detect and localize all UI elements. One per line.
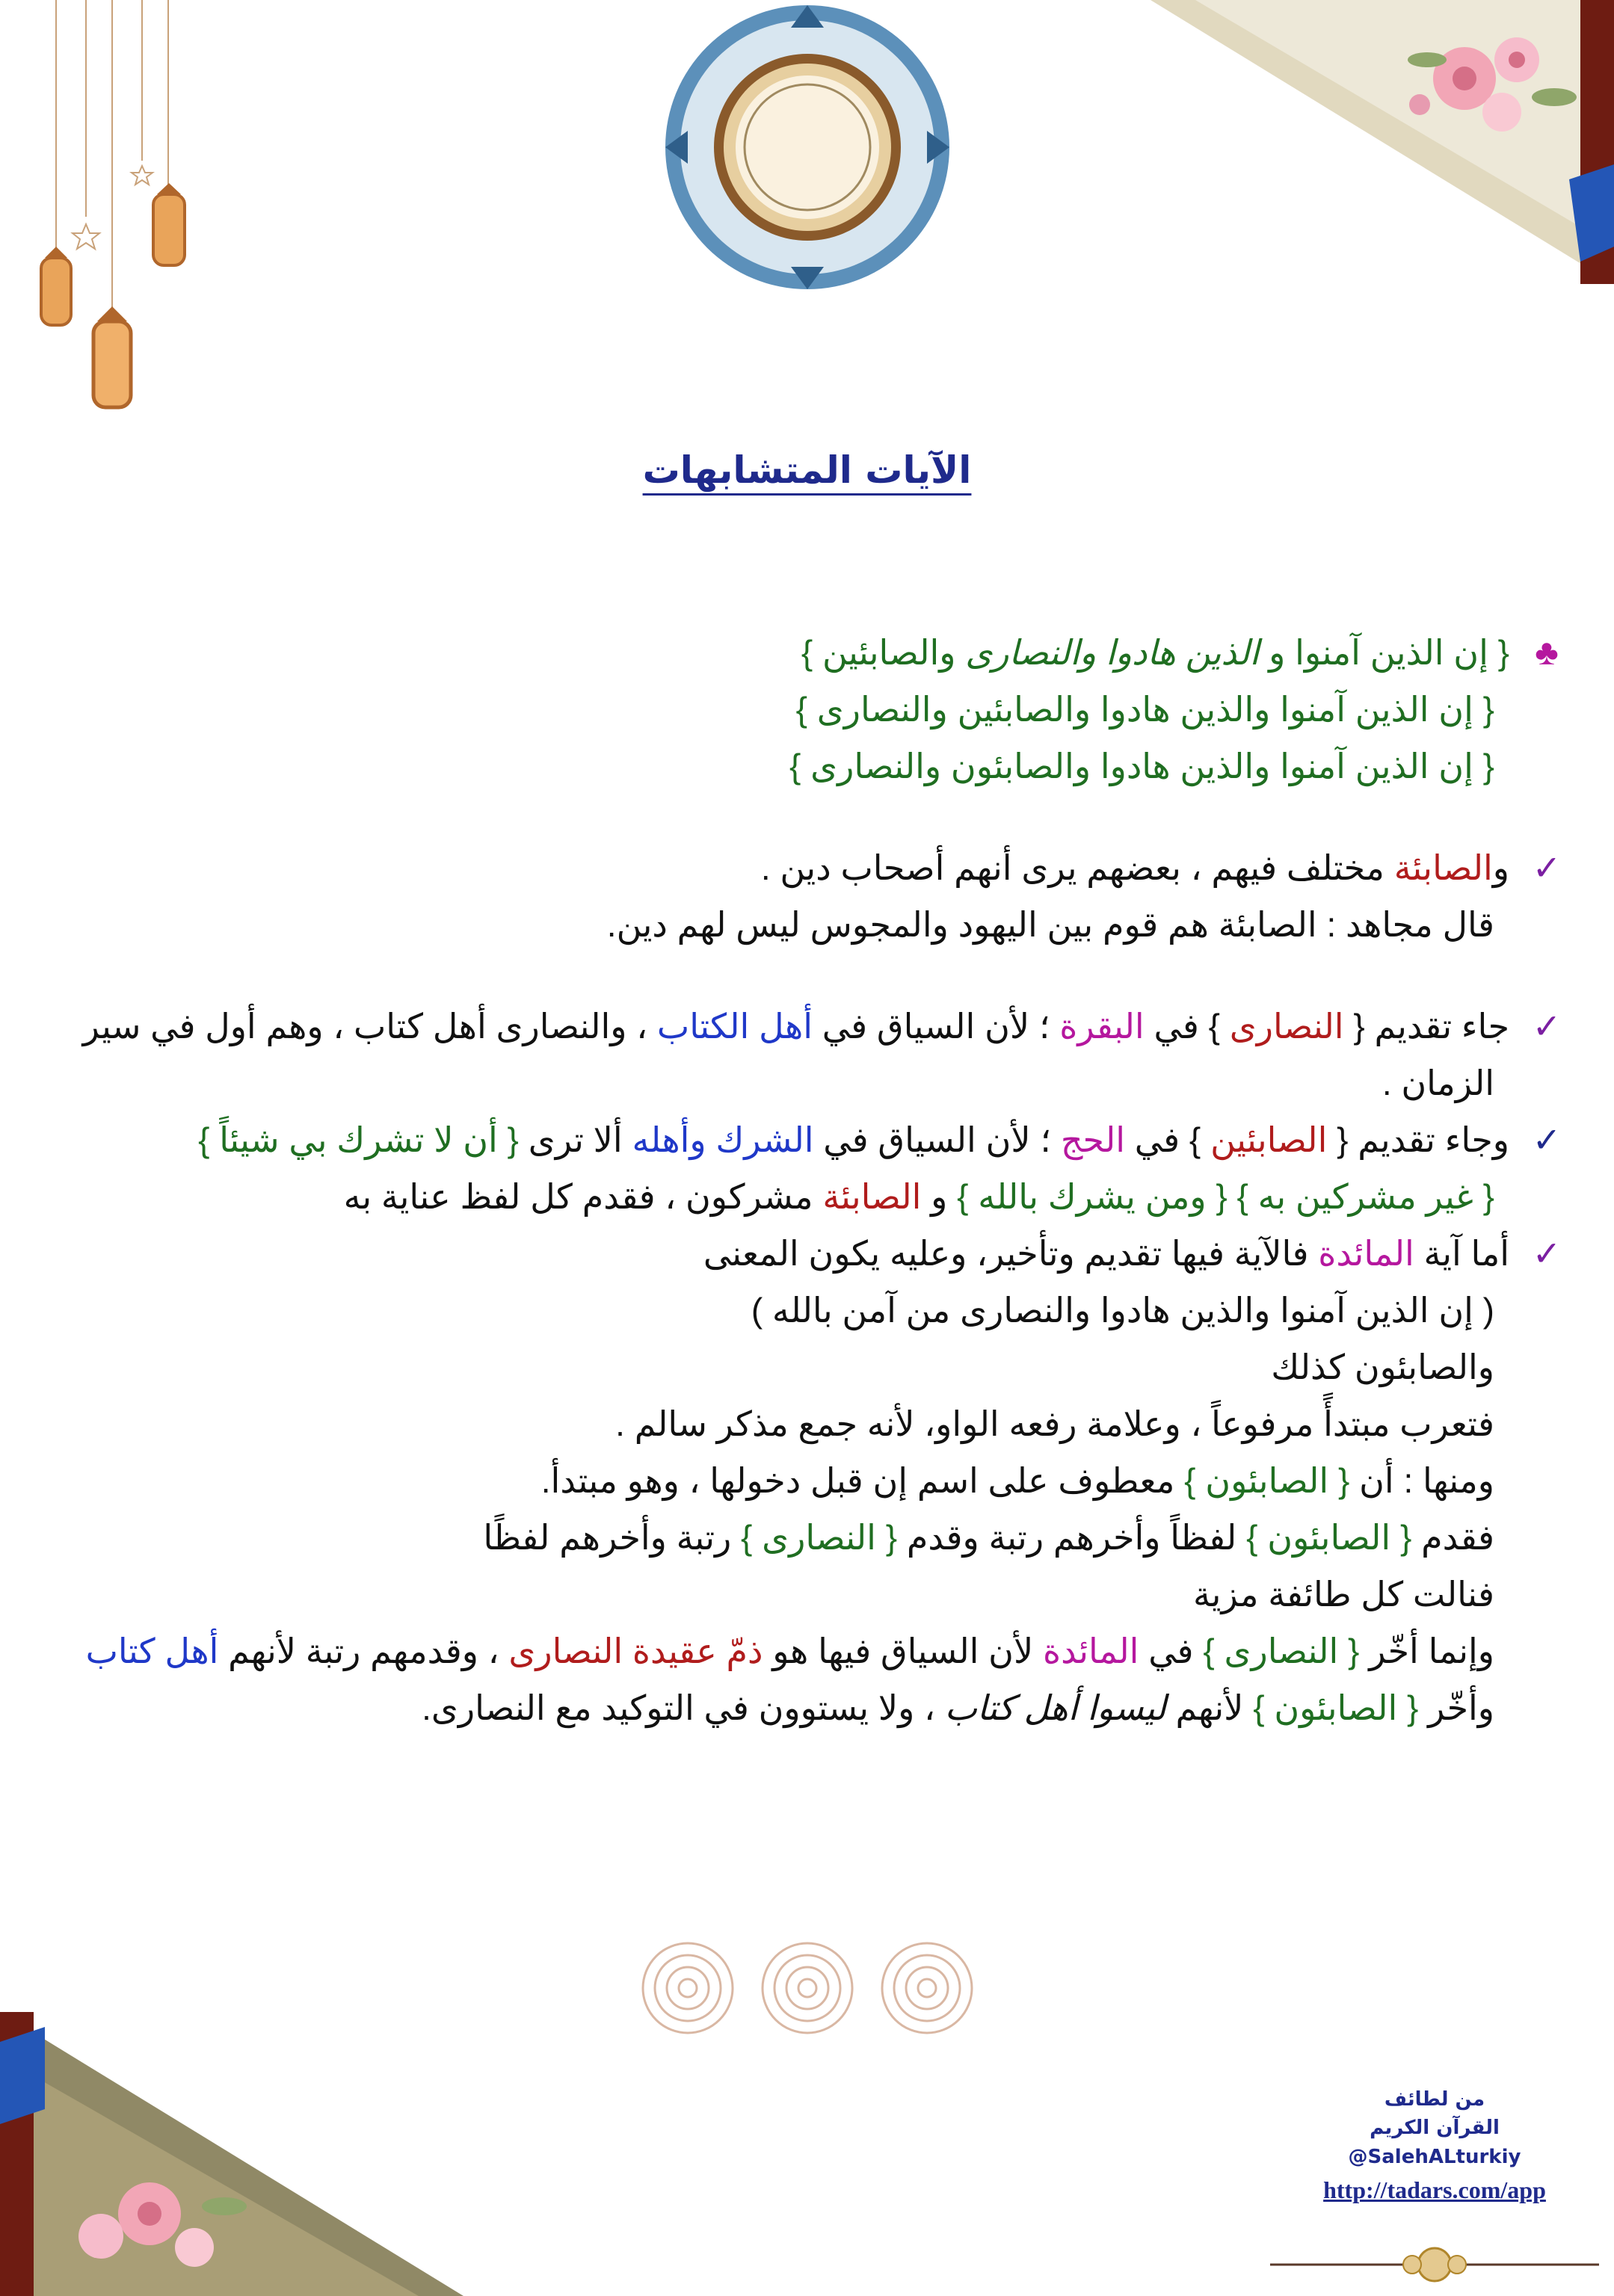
top-right-corner-decoration bbox=[1151, 0, 1614, 284]
term-shirk: الشرك وأهله bbox=[632, 1120, 814, 1159]
page-title: الآيات المتشابهات bbox=[642, 448, 972, 492]
verse-line-2 bbox=[29, 681, 1569, 738]
note-4-line-5: ومنها : أن { الصابئون } معطوف على اسم إن قبل دخولها ، وهو مبتدأ. bbox=[540, 1461, 1494, 1500]
verse-1-italic: الذين هادوا والنصارى bbox=[965, 633, 1260, 672]
note-3-line-1: ✓وجاء تقديم { الصابئين } في الحج ؛ لأن السياق في الشرك وأهله ألا ترى { أن لا تشرك بي شيئاً } bbox=[29, 1111, 1569, 1168]
quote-1: { أن لا تشرك بي شيئاً } bbox=[198, 1120, 519, 1159]
rosette-icon bbox=[763, 1943, 852, 2033]
verse-1-post: والصابئين } bbox=[801, 633, 966, 672]
term-baqara: البقرة bbox=[1059, 1007, 1145, 1046]
note-4-line-8: وإنما أخّر { النصارى } في المائدة لأن السياق فيها هو ذمّ عقيدة النصارى ، وقدمهم رتبة لأنهم أهل كتاب bbox=[85, 1632, 1494, 1670]
note-1-line-1: ✓والصابئة مختلف فيهم ، بعضهم يرى أنهم أصحاب دين . bbox=[29, 839, 1569, 896]
quote-3: { ومن يشرك بالله } bbox=[957, 1177, 1228, 1216]
note-4-line-3: والصابئون كذلك bbox=[1271, 1348, 1494, 1386]
footer-ornament-icon bbox=[1270, 2242, 1599, 2287]
checkmark-icon: ✓ bbox=[1532, 848, 1562, 887]
quote-2: { غير مشركين به } bbox=[1236, 1177, 1494, 1216]
verse-1-pre: { إن الذين آمنوا و bbox=[1259, 633, 1509, 672]
rosette-icon bbox=[882, 1943, 972, 2033]
term-maida: المائدة bbox=[1318, 1234, 1414, 1273]
note-2-line-1: ✓جاء تقديم { النصارى } في البقرة ؛ لأن السياق في أهل الكتاب ، والنصارى أهل كتاب ، وهم أول في سير bbox=[29, 998, 1569, 1055]
club-bullet-icon: ♣ bbox=[1535, 633, 1559, 673]
term-hajj: الحج bbox=[1060, 1120, 1126, 1159]
verse-line-1 bbox=[29, 624, 1569, 681]
credit-line-1: من لطائف bbox=[1384, 2088, 1485, 2111]
note-4-line-9: وأخّر { الصابئون } لأنهم ليسوا أهل كتاب ، ولا يستوون في التوكيد مع النصارى. bbox=[422, 1688, 1494, 1727]
checkmark-icon: ✓ bbox=[1532, 1120, 1562, 1159]
term-sabia: الصابئة bbox=[1393, 848, 1493, 887]
term-nasara: النصارى bbox=[1229, 1007, 1344, 1046]
verse-3: { إن الذين آمنوا والذين هادوا والصابئون والنصارى } bbox=[789, 747, 1494, 786]
footer-credit bbox=[1278, 2085, 1592, 2208]
credit-url-link[interactable]: http://tadars.com/app bbox=[1323, 2176, 1546, 2203]
checkmark-icon: ✓ bbox=[1532, 1234, 1562, 1273]
note-2-line-2: الزمان . bbox=[1382, 1064, 1494, 1102]
note-4-line-6: فقدم { الصابئون } لفظاً وأخرهم رتبة وقدم { النصارى } رتبة وأخرهم لفظًا bbox=[483, 1518, 1494, 1557]
term-ahl-kitab: أهل الكتاب bbox=[656, 1007, 813, 1046]
lanterns-decoration bbox=[15, 0, 209, 448]
verse-line-3 bbox=[29, 738, 1569, 794]
note-4-line-4: فتعرب مبتدأً مرفوعاً ، وعلامة رفعه الواو، لأنه جمع مذكر سالم . bbox=[615, 1404, 1494, 1443]
page-title-wrapper bbox=[0, 448, 1614, 492]
note-4-line-2: ( إن الذين آمنوا والذين هادوا والنصارى من آمن بالله ) bbox=[751, 1291, 1494, 1330]
rosettes-decoration bbox=[635, 1936, 979, 2040]
credit-line-2: القرآن الكريم bbox=[1370, 2117, 1500, 2139]
verse-2: { إن الذين آمنوا والذين هادوا والصابئين والنصارى } bbox=[795, 690, 1494, 729]
checkmark-icon: ✓ bbox=[1532, 1007, 1562, 1046]
rosette-icon bbox=[643, 1943, 733, 2033]
term-sabia-2: الصابئة bbox=[822, 1177, 922, 1216]
quran-medallion-logo bbox=[650, 0, 964, 295]
credit-handle: @SalehALturkiy bbox=[1348, 2146, 1521, 2168]
term-sabiin: الصابئين bbox=[1210, 1120, 1328, 1159]
content-body bbox=[29, 624, 1569, 1736]
note-4-line-7: فنالت كل طائفة مزية bbox=[1193, 1575, 1494, 1614]
bottom-left-corner-decoration bbox=[0, 2012, 463, 2296]
note-3-line-2: { غير مشركين به } { ومن يشرك بالله } و الصابئة مشركون ، فقدم كل لفظ عناية به bbox=[343, 1177, 1494, 1216]
note-1-line-2: قال مجاهد : الصابئة هم قوم بين اليهود والمجوس ليس لهم دين. bbox=[606, 905, 1494, 944]
note-4-line-1: ✓أما آية المائدة فالآية فيها تقديم وتأخير، وعليه يكون المعنى bbox=[29, 1225, 1569, 1282]
